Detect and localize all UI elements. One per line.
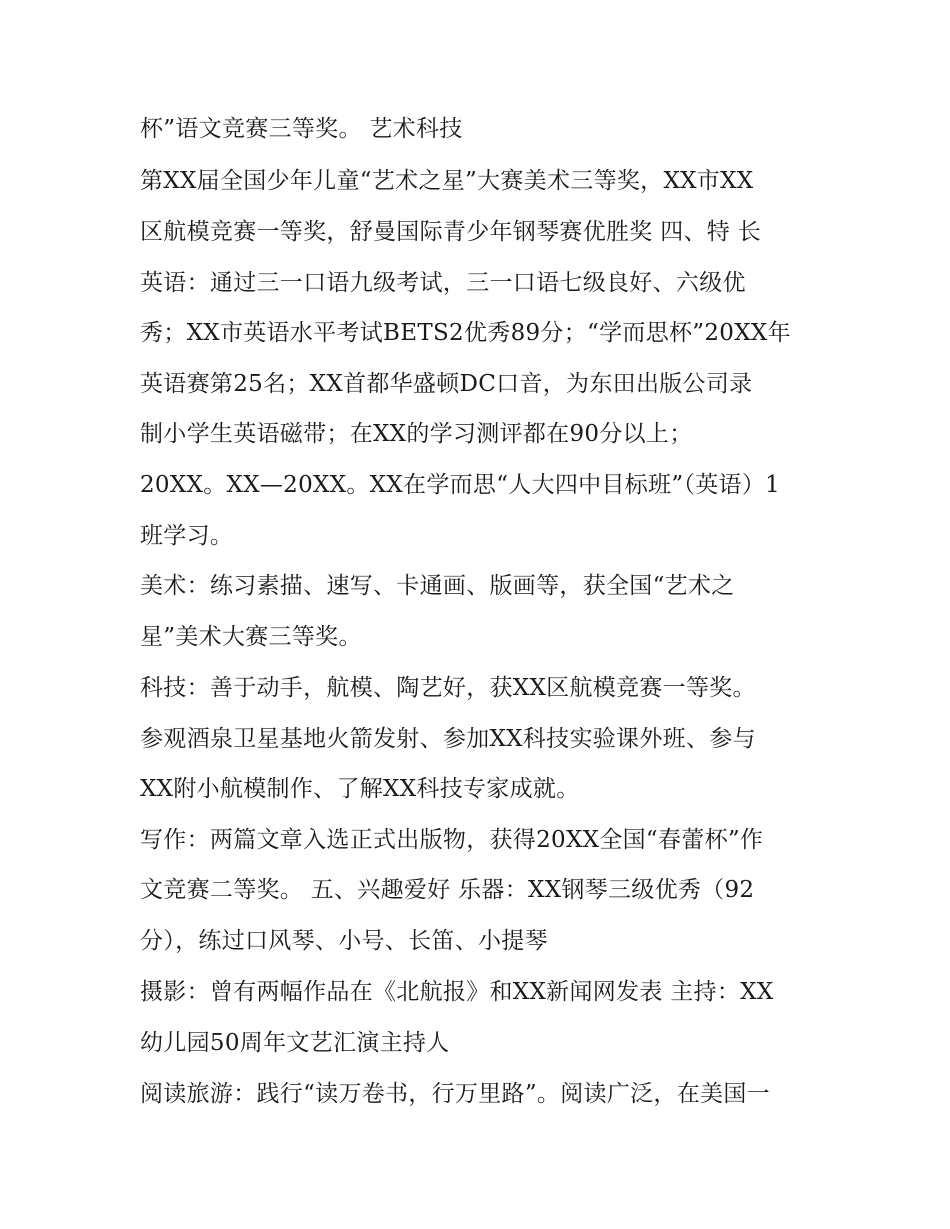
text-line: 写作：两篇文章入选正式出版物，获得20XX全国“春蕾杯”作 <box>140 827 764 853</box>
text-line: 摄影：曾有两幅作品在《北航报》和XX新闻网发表 主持：XX <box>140 979 774 1005</box>
text-line: 幼儿园50周年文艺汇演主持人 <box>140 1030 450 1056</box>
text-line: XX附小航模制作、了解XX科技专家成就。 <box>140 776 580 802</box>
text-line: 星”美术大赛三等奖。 <box>140 624 362 650</box>
text-line: 杯”语文竞赛三等奖。 艺术科技 <box>140 116 463 142</box>
text-line: 区航模竞赛一等奖，舒曼国际青少年钢琴赛优胜奖 四、特 长 <box>140 219 762 245</box>
text-line: 20XX。XX—20XX。XX在学而思“人大四中目标班”（英语）1 <box>140 472 781 498</box>
text-line: 第XX届全国少年儿童“艺术之星”大赛美术三等奖，XX市XX <box>140 168 754 194</box>
text-line: 制小学生英语磁带；在XX的学习测评都在90分以上； <box>140 421 693 447</box>
text-line: 英语赛第25名；XX首都华盛顿DC口音，为东田出版公司录 <box>140 371 753 397</box>
text-line: 科技：善于动手，航模、陶艺好，获XX区航模竞赛一等奖。 <box>140 675 756 701</box>
text-line: 参观酒泉卫星基地火箭发射、参加XX科技实验课外班、参与 <box>140 726 756 752</box>
text-line: 班学习。 <box>140 523 234 549</box>
text-line: 秀；XX市英语水平考试BETS2优秀89分；“学而思杯”20XX年 <box>140 320 791 346</box>
text-line: 分），练过口风琴、小号、长笛、小提琴 <box>140 928 548 954</box>
text-line: 文竞赛二等奖。 五、兴趣爱好 乐器：XX钢琴三级优秀（92 <box>140 877 755 903</box>
text-line: 英语：通过三一口语九级考试，三一口语七级良好、六级优 <box>140 270 746 296</box>
text-line: 阅读旅游：践行“读万卷书，行万里路”。阅读广泛，在美国一 <box>140 1081 770 1107</box>
text-line: 美术：练习素描、速写、卡通画、版画等，获全国“艺术之 <box>140 573 735 599</box>
